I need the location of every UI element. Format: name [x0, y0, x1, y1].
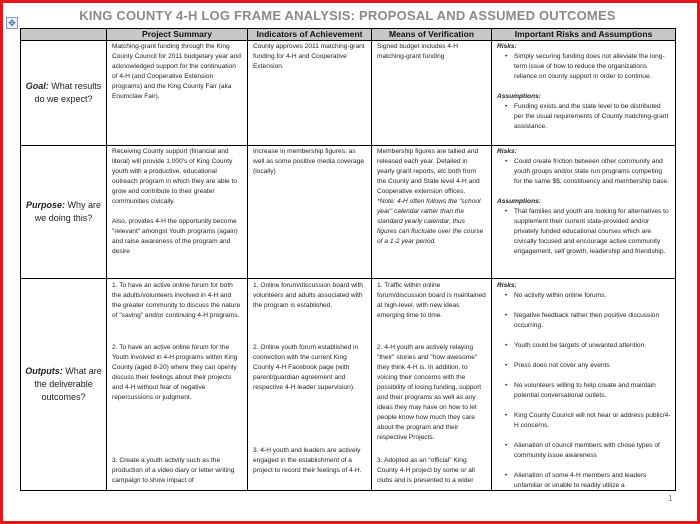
header-row [21, 29, 676, 41]
header-indicators: Indicators of Achievement [248, 29, 372, 41]
row-label-goal: Goal: What results do we expect? [21, 41, 107, 146]
row-label-outputs: Outputs: What are the deliverable outcomes? [21, 279, 107, 491]
document-title: KING COUNTY 4-H LOG FRAME ANALYSIS: PROPOSAL AND ASSUMED OUTCOMES [79, 8, 616, 23]
goal-indicators: County approves 2011 matching-grant funding for 4-H and Cooperative Extension. [248, 41, 372, 146]
goal-risks: Risks: • Simply securing funding does not alleviate the long-term issue of how to reduce the organizations reliance on county support in order to continue. Assumptions: • Funding exists and the state level to be distributed per the usual requirements of County matching-grant assistance. [492, 41, 676, 146]
table-row-goal [21, 41, 676, 146]
goal-means: Signed budget includes 4-H matching-grant funding [372, 41, 492, 146]
table-row-purpose [21, 146, 676, 279]
outputs-means: 1. Traffic within online forum/discussion board is maintained at high-level, with new ideas emerging time to time. 2. 4-H youth are actively relaying "their" stories and "how awesome" they think 4-H is. In addition, to voicing their concerns with the possibility of losing funding, support and their programs as well as any ideas they may have on how to let people know how much they care about the program and their respective Projects. 3. Adopted as an "official" King County 4-H project by some or all clubs and is presented to a wider [377, 282, 486, 484]
purpose-summary: Receiving County support (financial and literal) will provide 1,000's of King County youth with a productive, educational outreach program in which they are able to grow and contribute to their greater communities civically. Also, provides 4-H the opportunity become "relevant" amongst Youth programs (again) and raise awareness of the program and desire [107, 146, 248, 279]
log-frame-table [20, 28, 676, 491]
table-move-handle-icon[interactable]: ✥ [6, 17, 18, 29]
purpose-risks: Risks: • Could create friction between other community and youth groups and/or state run programs competing for the same $$, constituency and membership base. Assumptions: • That families and youth are looking for alternatives to supplement their current state-provided and/or privately funded educational courses which are civically focused and encourage active community engagement, self growth, leadership and friendship. [492, 146, 676, 279]
header-means: Means of Verification [372, 29, 492, 41]
outputs-summary: 1. To have an active online forum for both the adults/volunteers involved in 4-H and the greater community to discuss the nature of "saving" and/or continuing 4-H programs. 2. To have an active online forum for the Youth involved in 4-H programs within King County (aged 8-20) where they can openly discuss their feelings about their projects and 4-H without fear of negative repercussions or judgment. 3. Create a youth activity such as the production of a video diary or letter writing campaign to show impact of [112, 282, 241, 484]
page-number: 1 [668, 494, 673, 503]
goal-summary: Matching-grant funding through the King County Council for 2011 budgetary year and acknowledged support for the continuation of 4-H (and Cooperative Extension programs) and the King County Fair (aka Enumclaw Fair). [107, 41, 248, 146]
table-row-outputs [21, 279, 676, 491]
purpose-indicators: Increase in membership figures, as well as some positive media coverage (locally) [248, 146, 372, 279]
header-risks: Important Risks and Assumptions [492, 29, 676, 41]
row-label-purpose: Purpose: Why are we doing this? [21, 146, 107, 279]
outputs-indicators: 1. Online forum/discussion board with volunteers and adults associated with the program is established. 2. Online youth forum established in connection with the current King County 4-H Facebook page (with parent/guardian agreement and respective 4-H leader supervision). 3. 4-H youth and leaders are actively engaged in the establishment of a project to record their feelings of 4-H. [253, 282, 363, 474]
outputs-risks: Risks: • No activity within online forums. • Negative feedback rather then positive discussion occurring. • Youth could be targets of unwanted attention. • Press does not cover any events • No volunteers willing to help create and maintain potential conversational outlets. • King County Council will not hear or address public/4-H concerns. • Alienation of council members with chose types of community issue awareness • Alienation of some 4-H members and leaders unfamiliar or unable to readily utilize a [492, 279, 675, 490]
header-project-summary: Project Summary [107, 29, 248, 41]
purpose-means: Membership figures are tallied and released each year. Detailed in yearly grant reports, etc both from the County and State level 4-H and Cooperative extension offices. *Note: 4-H often follows the "school year" calendar rather than the standard yearly calendar, thus figures can fluctuate over the course of a 1-2 year period. [372, 146, 492, 279]
